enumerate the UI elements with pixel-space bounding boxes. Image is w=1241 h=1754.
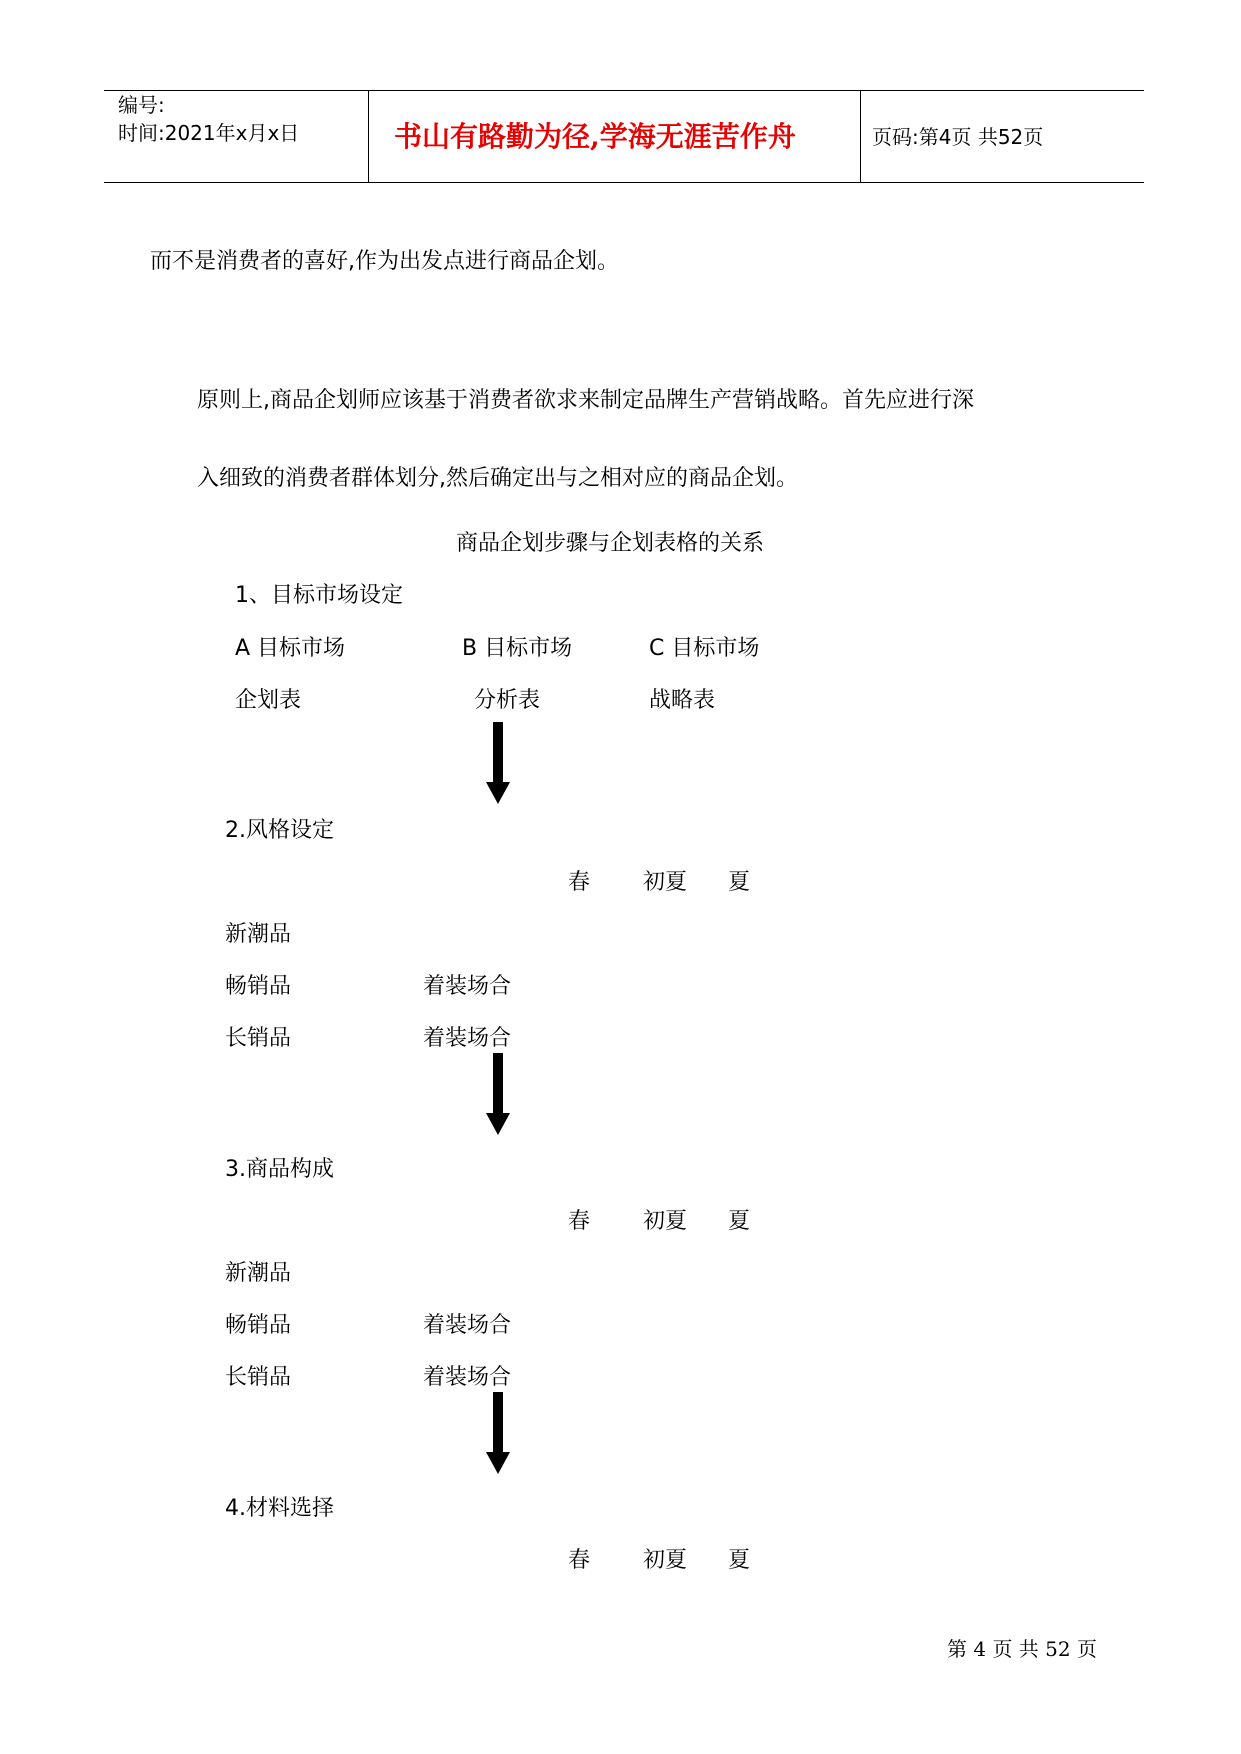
down-arrow-2: [486, 1053, 510, 1135]
step2-season-early-summer: 初夏: [643, 870, 688, 895]
header-bottom-rule: [104, 182, 1144, 183]
step3-season-early-summer: 初夏: [643, 1209, 688, 1234]
step1-c-line2: 战略表: [649, 688, 716, 713]
header-motto: 书山有路勤为径,学海无涯苦作舟: [394, 120, 796, 153]
step3-title: 3.商品构成: [225, 1157, 334, 1182]
header-divider-left: [368, 90, 369, 183]
step3-row-longseller-note: 着装场合: [423, 1365, 512, 1390]
step1-b-line2: 分析表: [474, 688, 541, 713]
step4-season-summer: 夏: [728, 1548, 751, 1573]
header-page-label: 页码:第4页 共52页: [872, 125, 1044, 149]
header-number-label: 编号:: [118, 93, 165, 117]
step3-season-spring: 春: [568, 1209, 591, 1234]
step2-row-bestseller-note: 着装场合: [423, 974, 512, 999]
footer-page-number: 第 4 页 共 52 页: [947, 1637, 1097, 1661]
header-divider-right: [860, 90, 861, 183]
header-top-rule: [104, 90, 1144, 91]
header-time-label: 时间:2021年x月x日: [118, 121, 300, 145]
step1-title: 1、目标市场设定: [235, 583, 403, 608]
step2-row-trend: 新潮品: [225, 922, 292, 947]
step2-season-summer: 夏: [728, 870, 751, 895]
step4-title: 4.材料选择: [225, 1496, 334, 1521]
body-line-1: 而不是消费者的喜好,作为出发点进行商品企划。: [150, 249, 619, 274]
down-arrow-3: [486, 1392, 510, 1474]
step1-c-line1: C 目标市场: [649, 636, 760, 661]
paragraph-line-2: 入细致的消费者群体划分,然后确定出与之相对应的商品企划。: [197, 466, 798, 491]
step4-season-early-summer: 初夏: [643, 1548, 688, 1573]
step2-title: 2.风格设定: [225, 818, 334, 843]
step3-row-bestseller-note: 着装场合: [423, 1313, 512, 1338]
step3-row-longseller: 长销品: [225, 1365, 292, 1390]
step3-row-trend: 新潮品: [225, 1261, 292, 1286]
step3-season-summer: 夏: [728, 1209, 751, 1234]
step2-row-longseller: 长销品: [225, 1026, 292, 1051]
diagram-title: 商品企划步骤与企划表格的关系: [456, 531, 765, 556]
step1-a-line1: A 目标市场: [235, 636, 346, 661]
step4-season-spring: 春: [568, 1548, 591, 1573]
down-arrow-1: [486, 722, 510, 804]
step2-row-bestseller: 畅销品: [225, 974, 292, 999]
step2-row-longseller-note: 着装场合: [423, 1026, 512, 1051]
step2-season-spring: 春: [568, 870, 591, 895]
step1-a-line2: 企划表: [235, 688, 302, 713]
step1-b-line1: B 目标市场: [462, 636, 573, 661]
paragraph-line-1: 原则上,商品企划师应该基于消费者欲求来制定品牌生产营销战略。首先应进行深: [197, 388, 974, 413]
step3-row-bestseller: 畅销品: [225, 1313, 292, 1338]
